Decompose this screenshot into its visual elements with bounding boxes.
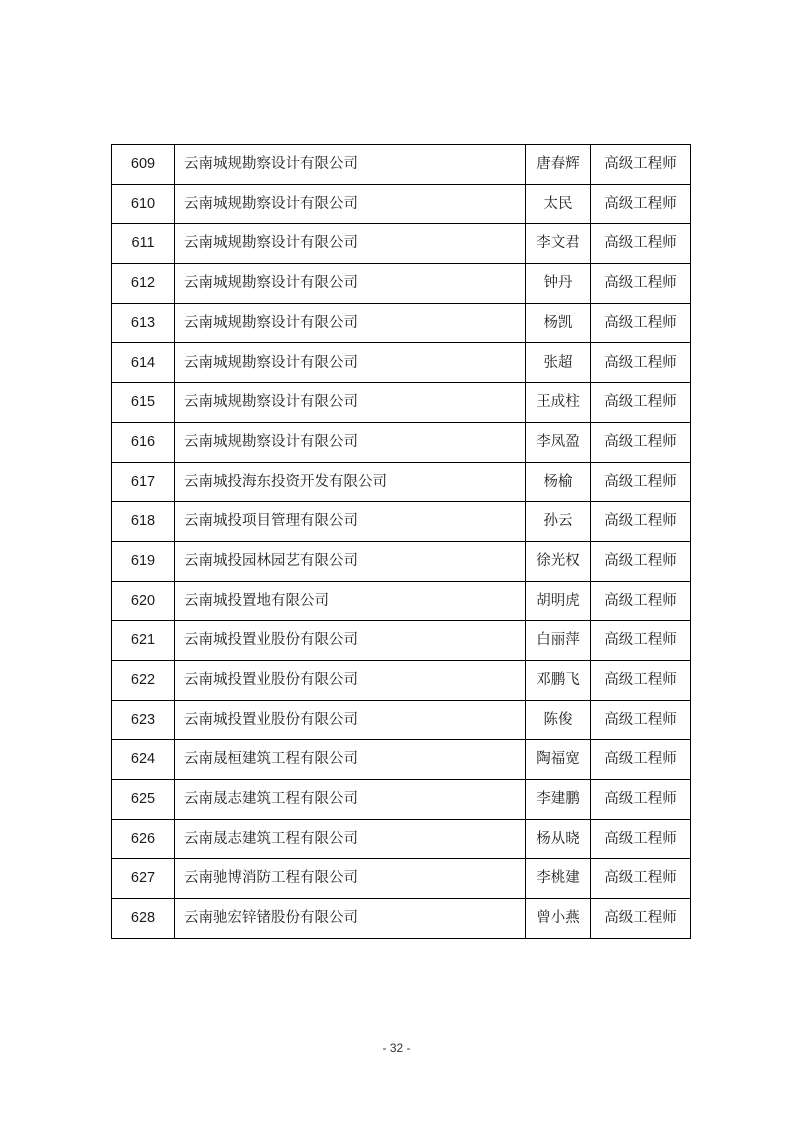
row-number-cell: 616 (112, 422, 175, 462)
row-number-cell: 614 (112, 343, 175, 383)
job-title-cell: 高级工程师 (591, 621, 691, 661)
table-row (112, 899, 691, 939)
row-number-cell: 610 (112, 184, 175, 224)
person-name-cell: 杨凯 (526, 303, 591, 343)
company-cell: 云南晟桓建筑工程有限公司 (175, 740, 526, 780)
row-number-cell: 628 (112, 899, 175, 939)
row-number-cell: 624 (112, 740, 175, 780)
table-row (112, 383, 691, 423)
company-cell: 云南城规勘察设计有限公司 (175, 184, 526, 224)
page-number: - 32 - (382, 1041, 411, 1055)
job-title-cell: 高级工程师 (591, 462, 691, 502)
table-row (112, 462, 691, 502)
table-row (112, 621, 691, 661)
person-name-cell: 钟丹 (526, 264, 591, 304)
row-number-cell: 620 (112, 581, 175, 621)
row-number-cell: 619 (112, 541, 175, 581)
person-name-cell: 白丽萍 (526, 621, 591, 661)
table-row (112, 541, 691, 581)
person-name-cell: 孙云 (526, 502, 591, 542)
company-cell: 云南城投置业股份有限公司 (175, 660, 526, 700)
table-row (112, 184, 691, 224)
row-number-cell: 621 (112, 621, 175, 661)
company-cell: 云南驰博消防工程有限公司 (175, 859, 526, 899)
job-title-cell: 高级工程师 (591, 303, 691, 343)
person-name-cell: 曾小燕 (526, 899, 591, 939)
job-title-cell: 高级工程师 (591, 224, 691, 264)
table-row (112, 264, 691, 304)
company-cell: 云南城规勘察设计有限公司 (175, 343, 526, 383)
job-title-cell: 高级工程师 (591, 819, 691, 859)
person-name-cell: 邓鹏飞 (526, 660, 591, 700)
table-row (112, 303, 691, 343)
job-title-cell: 高级工程师 (591, 145, 691, 185)
job-title-cell: 高级工程师 (591, 581, 691, 621)
person-name-cell: 陈俊 (526, 700, 591, 740)
job-title-cell: 高级工程师 (591, 383, 691, 423)
table-row (112, 660, 691, 700)
company-cell: 云南城规勘察设计有限公司 (175, 145, 526, 185)
row-number-cell: 623 (112, 700, 175, 740)
company-cell: 云南晟志建筑工程有限公司 (175, 819, 526, 859)
table-row (112, 780, 691, 820)
company-cell: 云南城规勘察设计有限公司 (175, 303, 526, 343)
person-name-cell: 杨从晓 (526, 819, 591, 859)
table-row (112, 819, 691, 859)
row-number-cell: 611 (112, 224, 175, 264)
person-name-cell: 杨榆 (526, 462, 591, 502)
job-title-cell: 高级工程师 (591, 899, 691, 939)
row-number-cell: 613 (112, 303, 175, 343)
person-name-cell: 李桃建 (526, 859, 591, 899)
table-row (112, 145, 691, 185)
row-number-cell: 622 (112, 660, 175, 700)
company-cell: 云南城投海东投资开发有限公司 (175, 462, 526, 502)
row-number-cell: 612 (112, 264, 175, 304)
company-cell: 云南城投置业股份有限公司 (175, 621, 526, 661)
person-name-cell: 胡明虎 (526, 581, 591, 621)
company-cell: 云南城规勘察设计有限公司 (175, 264, 526, 304)
person-name-cell: 李文君 (526, 224, 591, 264)
company-cell: 云南城规勘察设计有限公司 (175, 422, 526, 462)
person-name-cell: 唐春辉 (526, 145, 591, 185)
row-number-cell: 625 (112, 780, 175, 820)
table-row (112, 859, 691, 899)
row-number-cell: 609 (112, 145, 175, 185)
job-title-cell: 高级工程师 (591, 740, 691, 780)
row-number-cell: 615 (112, 383, 175, 423)
job-title-cell: 高级工程师 (591, 780, 691, 820)
company-cell: 云南城规勘察设计有限公司 (175, 383, 526, 423)
job-title-cell: 高级工程师 (591, 264, 691, 304)
row-number-cell: 627 (112, 859, 175, 899)
person-name-cell: 陶福宽 (526, 740, 591, 780)
table-row (112, 224, 691, 264)
company-cell: 云南晟志建筑工程有限公司 (175, 780, 526, 820)
job-title-cell: 高级工程师 (591, 184, 691, 224)
table-row (112, 700, 691, 740)
person-name-cell: 太民 (526, 184, 591, 224)
row-number-cell: 618 (112, 502, 175, 542)
roster-table (111, 144, 691, 939)
person-name-cell: 徐光权 (526, 541, 591, 581)
company-cell: 云南城投项目管理有限公司 (175, 502, 526, 542)
table-row (112, 740, 691, 780)
job-title-cell: 高级工程师 (591, 859, 691, 899)
job-title-cell: 高级工程师 (591, 502, 691, 542)
job-title-cell: 高级工程师 (591, 700, 691, 740)
company-cell: 云南城投园林园艺有限公司 (175, 541, 526, 581)
roster-table-body (112, 145, 691, 939)
company-cell: 云南驰宏锌锗股份有限公司 (175, 899, 526, 939)
row-number-cell: 626 (112, 819, 175, 859)
table-row (112, 343, 691, 383)
job-title-cell: 高级工程师 (591, 343, 691, 383)
person-name-cell: 李凤盈 (526, 422, 591, 462)
table-row (112, 502, 691, 542)
company-cell: 云南城投置业股份有限公司 (175, 700, 526, 740)
company-cell: 云南城规勘察设计有限公司 (175, 224, 526, 264)
person-name-cell: 王成柱 (526, 383, 591, 423)
company-cell: 云南城投置地有限公司 (175, 581, 526, 621)
job-title-cell: 高级工程师 (591, 422, 691, 462)
job-title-cell: 高级工程师 (591, 541, 691, 581)
row-number-cell: 617 (112, 462, 175, 502)
table-row (112, 581, 691, 621)
person-name-cell: 张超 (526, 343, 591, 383)
table-row (112, 422, 691, 462)
job-title-cell: 高级工程师 (591, 660, 691, 700)
person-name-cell: 李建鹏 (526, 780, 591, 820)
